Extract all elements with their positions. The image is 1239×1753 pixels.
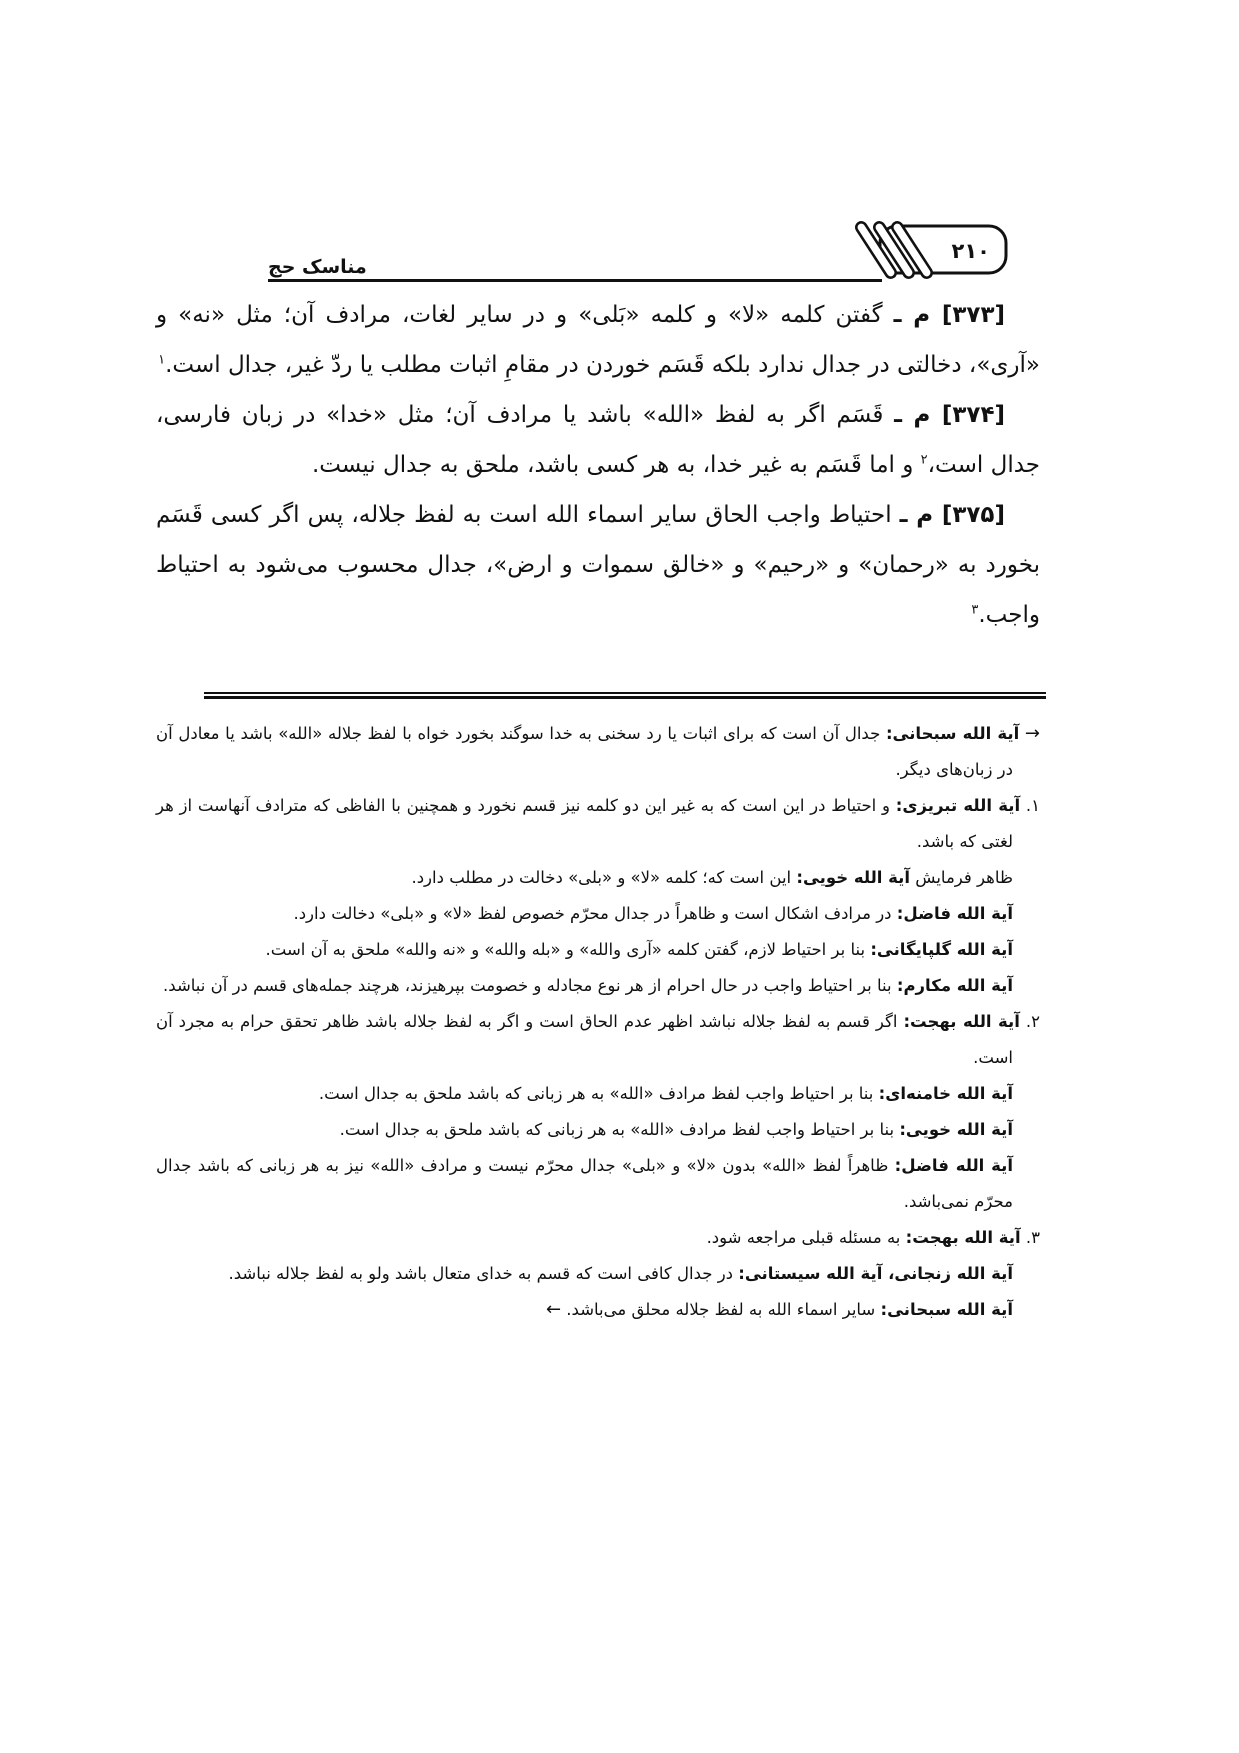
footnote-entry [156,1112,1040,1148]
footnote-name: آیة الله خویی: [796,868,911,887]
footnote-text: این است که؛ کلمه «لا» و «بلی» دخالت در مطلب دارد. [411,868,792,887]
footnote-text: جدال آن است که برای اثبات یا رد سخنی به خدا سوگند بخورد خواه با لفظ جلاله «الله» باشد یا معادل آن در زبان‌های دیگر. [156,724,1013,779]
footnote-name: آیة الله تبریزی: [895,796,1021,815]
footnote-text: بنا بر احتیاط واجب لفظ مرادف «الله» به هر زبانی که باشد ملحق به جدال است. [339,1120,895,1139]
paragraph-text: و اما قَسَم به غیر خدا، به هر کسی باشد، ملحق به جدال نیست. [311,452,921,478]
footnote-text: ظاهر فرمایش [915,868,1013,887]
footnote-text: و احتیاط در این است که به غیر این دو کلمه نیز قسم نخورد و همچنین با الفاظی که مترادف آنهاست از هر لغتی که باشد. [156,796,1013,851]
footnote-entry [156,1076,1040,1112]
footnote-name: آیة الله سبحانی: [880,1300,1013,1319]
footnote-ref: ۱ [158,352,166,368]
footnote-name: آیة الله زنجانی، آیة الله سیستانی: [738,1264,1013,1283]
footnote-text: سایر اسماء الله به لفظ جلاله محلق می‌باشد. [566,1300,876,1319]
footnote-entry [156,1292,1040,1328]
paragraph-text: قَسَم اگر به لفظ «الله» باشد یا مرادف آن؛ مثل «خدا» در زبان فارسی، جدال است، [156,402,1040,478]
footnote-name: آیة الله خویی: [899,1120,1013,1139]
footnote-ref: ۲ [920,452,928,468]
footnote-entry [156,716,1040,788]
footnote-name: آیة الله خامنه‌ای: [878,1084,1013,1103]
footnote-name: آیة الله فاضل: [896,904,1013,923]
footnote-entry [156,860,1040,896]
footnotes [156,716,1040,1328]
footnote-name: آیة الله بهجت: [905,1228,1021,1247]
paragraph-text: گفتن کلمه «لا» و کلمه «بَلی» و در سایر لغات، مرادف آن؛ مثل «نه» و «آری»، دخالتی در جدال ندارد بلکه قَسَم خوردن در مقامِ اثبات مطلب یا ردّ غیر، جدال است. [156,302,1040,378]
footnote-entry [156,1004,1040,1076]
main-text [156,290,1040,640]
footnote-text: به مسئله قبلی مراجعه شود. [706,1228,901,1247]
footnote-name: آیة الله مکارم: [896,976,1013,995]
footnote-text: در مرادف اشکال است و ظاهراً در جدال محرّم خصوص لفظ «لا» و «بلی» دخالت دارد. [293,904,892,923]
paragraph-374 [156,390,1040,490]
page-header [156,222,1040,282]
footnote-entry [156,1148,1040,1220]
footnote-entry [156,968,1040,1004]
footnote-text: اگر قسم به لفظ جلاله نباشد اظهر عدم الحاق است و اگر به لفظ جلاله باشد ظاهر تحقق حرام به مجرد آن است. [156,1012,1013,1067]
footnote-ref: ۳ [971,602,979,618]
footnote-name: آیة الله فاضل: [894,1156,1013,1175]
footnote-name: آیة الله بهجت: [903,1012,1020,1031]
footnote-number: ۲. [1025,1012,1041,1031]
footnotes-divider [204,692,1046,699]
footnote-text: بنا بر احتیاط واجب لفظ مرادف «الله» به هر زبانی که باشد ملحق به جدال است. [318,1084,874,1103]
footnote-text: ظاهراً لفظ «الله» بدون «لا» و «بلی» جدال محرّم نیست و مرادف «الله» نیز به هر زبانی که باشد جدال محرّم نمی‌باشد. [156,1156,1013,1211]
continuation-arrow-icon: → [1024,723,1040,744]
footnote-entry [156,896,1040,932]
footnote-entry [156,788,1040,860]
paragraph-373 [156,290,1040,390]
book-title: مناسک حج [268,256,367,278]
footnote-text: بنا بر احتیاط لازم، گفتن کلمه «آری والله» و «بله والله» و «نه والله» ملحق به آن است. [265,940,866,959]
paragraph-label: [۳۷۵] م ـ [899,502,1005,528]
paragraph-label: [۳۷۳] م ـ [893,302,1006,328]
paragraph-label: [۳۷۴] م ـ [894,402,1006,428]
header-rule [268,279,882,282]
footnote-entry [156,1256,1040,1292]
footnote-name: آیة الله گلپایگانی: [870,940,1013,959]
paragraph-375 [156,490,1040,640]
page-number: ۲۱۰ [951,239,990,263]
continuation-arrow-icon: ← [545,1299,562,1320]
footnote-entry [156,1220,1040,1256]
footnote-entry [156,932,1040,968]
footnote-name: آیة الله سبحانی: [885,724,1020,743]
footnote-text: بنا بر احتیاط واجب در حال احرام از هر نوع مجادله و خصومت بپرهیزند، هرچند جمله‌های قسم در آن نباشد. [163,976,892,995]
footnote-number: ۱. [1025,796,1040,815]
footnote-text: در جدال کافی است که قسم به خدای متعال باشد ولو به لفظ جلاله نباشد. [228,1264,734,1283]
footnote-number: ۳. [1025,1228,1040,1247]
paragraph-text: احتیاط واجب الحاق سایر اسماء الله است به لفظ جلاله، پس اگر کسی قَسَم بخورد به «رحمان» و «رحیم» و «خالق سموات و ارض»، جدال محسوب می‌شود به احتیاط واجب. [156,502,1040,628]
